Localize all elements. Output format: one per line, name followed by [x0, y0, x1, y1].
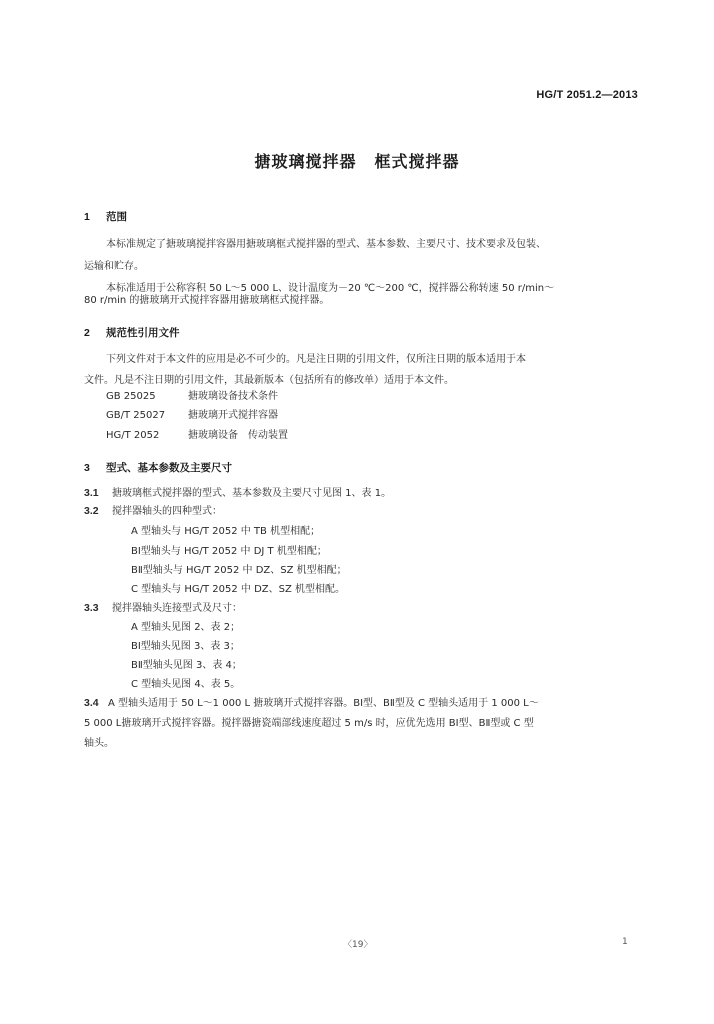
document-title — [0, 149, 714, 172]
section-1-heading — [84, 209, 127, 224]
reference-item — [106, 430, 288, 441]
clause-item: BⅠ型轴头见图 3、表 3； — [131, 641, 240, 652]
clause-3-1 — [84, 488, 391, 499]
title-part-1: 搪玻璃搅拌器 — [254, 152, 357, 171]
reference-code: GB/T 25027 — [106, 410, 166, 421]
section-number: 1 — [84, 211, 90, 223]
reference-name: 搪玻璃开式搅拌容器 — [188, 410, 278, 421]
clause-item: A 型轴头见图 2、表 2； — [131, 622, 241, 633]
clause-3-2 — [84, 506, 222, 517]
paragraph-line: 80 r/min 的搪玻璃开式搅拌容器用搪玻璃框式搅拌器。 — [84, 295, 330, 306]
clause-3-4 — [84, 698, 539, 709]
clause-item: A 型轴头与 HG/T 2052 中 TB 机型相配； — [131, 526, 321, 537]
reference-code: HG/T 2052 — [106, 430, 160, 441]
clause-text: 搅拌器轴头的四种型式： — [112, 506, 222, 517]
clause-item: BⅠ型轴头与 HG/T 2052 中 DJ T 机型相配； — [131, 546, 327, 557]
clause-item: C 型轴头见图 4、表 5。 — [131, 679, 241, 690]
section-number: 2 — [84, 327, 90, 339]
reference-name: 搪玻璃设备技术条件 — [188, 391, 278, 402]
clause-item: C 型轴头与 HG/T 2052 中 DZ、SZ 机型相配。 — [131, 584, 345, 595]
section-title: 范围 — [106, 211, 127, 223]
clause-text: A 型轴头适用于 50 L～1 000 L 搪玻璃开式搅拌容器。BⅠ型、BⅡ型及 C 型轴头适用于 1 000 L～ — [108, 698, 539, 709]
clause-number: 3.2 — [84, 505, 99, 517]
clause-number: 3.1 — [84, 487, 99, 499]
paragraph-line: 5 000 L搪玻璃开式搅拌容器。搅拌器搪瓷端部线速度超过 5 m/s 时，应优先选用 BⅠ型、BⅡ型或 C 型 — [84, 718, 534, 729]
paragraph-line: 本标准规定了搪玻璃搅拌容器用搪玻璃框式搅拌器的型式、基本参数、主要尺寸、技术要求及包装、 — [106, 239, 546, 250]
clause-item: BⅡ型轴头与 HG/T 2052 中 DZ、SZ 机型相配； — [131, 565, 347, 576]
clause-number: 3.3 — [84, 602, 99, 614]
reference-name: 搪玻璃设备 传动装置 — [188, 430, 288, 441]
paragraph-line: 运输和贮存。 — [84, 261, 144, 272]
reference-item — [106, 410, 278, 421]
clause-number: 3.4 — [84, 697, 99, 709]
section-number: 3 — [84, 462, 90, 474]
section-3-heading — [84, 460, 232, 475]
page-number: 1 — [622, 937, 628, 947]
clause-text: 搅拌器轴头连接型式及尺寸： — [112, 603, 242, 614]
standard-code: HG/T 2051.2—2013 — [536, 89, 638, 101]
section-title: 型式、基本参数及主要尺寸 — [106, 462, 232, 474]
paragraph-line: 本标准适用于公称容积 50 L～5 000 L、设计温度为－20 ℃～200 ℃，搅拌器公称转速 50 r/min～ — [106, 283, 555, 294]
clause-3-3 — [84, 603, 242, 614]
clause-text: 搪玻璃框式搅拌器的型式、基本参数及主要尺寸见图 1、表 1。 — [112, 488, 392, 499]
clause-item: BⅡ型轴头见图 3、表 4； — [131, 660, 242, 671]
page-label: 〈19〉 — [343, 940, 373, 950]
paragraph-line: 轴头。 — [84, 738, 114, 749]
section-2-heading — [84, 325, 180, 340]
reference-item — [106, 391, 278, 402]
reference-code: GB 25025 — [106, 391, 156, 402]
title-part-2: 框式搅拌器 — [374, 152, 460, 171]
section-title: 规范性引用文件 — [106, 327, 180, 339]
paragraph-line: 下列文件对于本文件的应用是必不可少的。凡是注日期的引用文件，仅所注日期的版本适用于本 — [106, 354, 526, 365]
paragraph-line: 文件。凡是不注日期的引用文件，其最新版本（包括所有的修改单）适用于本文件。 — [84, 375, 454, 386]
